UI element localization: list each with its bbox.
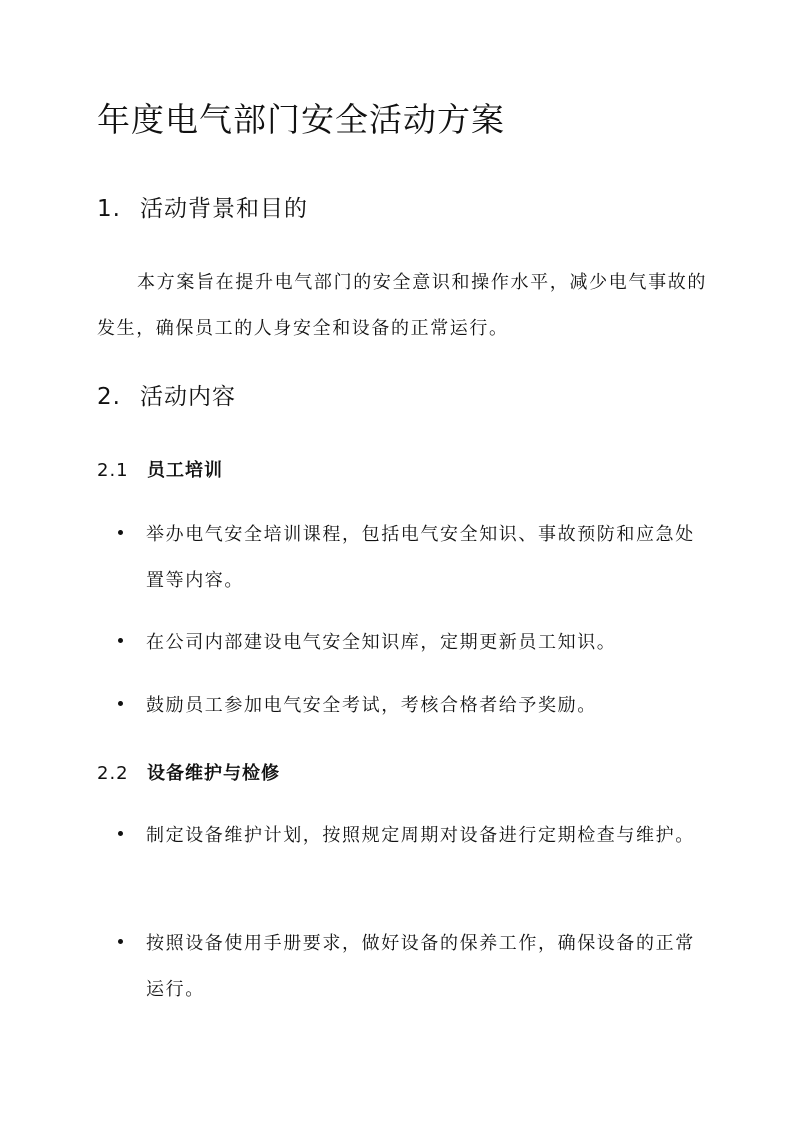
section-1-paragraph: 本方案旨在提升电气部门的安全意识和操作水平，减少电气事故的发生，确保员工的人身安全和设备的正常运行。 [97, 272, 707, 339]
list-item-text: 举办电气安全培训课程，包括电气安全知识、事故预防和应急处置等内容。 [146, 524, 695, 591]
bullet-icon [118, 939, 123, 944]
section-2-heading [97, 380, 236, 414]
subsection-2-1-heading [97, 457, 223, 485]
subsection-2-2-heading [97, 760, 280, 788]
bullet-icon [118, 638, 123, 643]
list-item [118, 813, 698, 859]
bullet-icon [118, 831, 123, 836]
bullet-icon [118, 701, 123, 706]
subsection-2-2-title: 设备维护与检修 [147, 763, 280, 784]
list-item-text: 在公司内部建设电气安全知识库，定期更新员工知识。 [146, 632, 617, 653]
list-item-text: 按照设备使用手册要求，做好设备的保养工作，确保设备的正常运行。 [146, 933, 695, 1000]
section-2-number: 2. [97, 384, 121, 410]
list-item [118, 921, 698, 1013]
subsection-2-2-number: 2.2 [97, 763, 129, 784]
subsection-2-1-number: 2.1 [97, 460, 129, 481]
list-item-text: 鼓励员工参加电气安全考试，考核合格者给予奖励。 [146, 695, 597, 716]
list-item [118, 683, 698, 729]
bullet-icon [118, 530, 123, 535]
section-1-title: 活动背景和目的 [140, 196, 308, 222]
list-item [118, 512, 698, 604]
list-item-text: 制定设备维护计划，按照规定周期对设备进行定期检查与维护。 [146, 825, 695, 846]
section-1-number: 1. [97, 196, 121, 222]
section-1-heading [97, 192, 308, 226]
list-item [118, 620, 698, 666]
document-title: 年度电气部门安全活动方案 [97, 100, 505, 139]
section-2-title: 活动内容 [140, 384, 236, 410]
subsection-2-1-title: 员工培训 [147, 460, 223, 481]
